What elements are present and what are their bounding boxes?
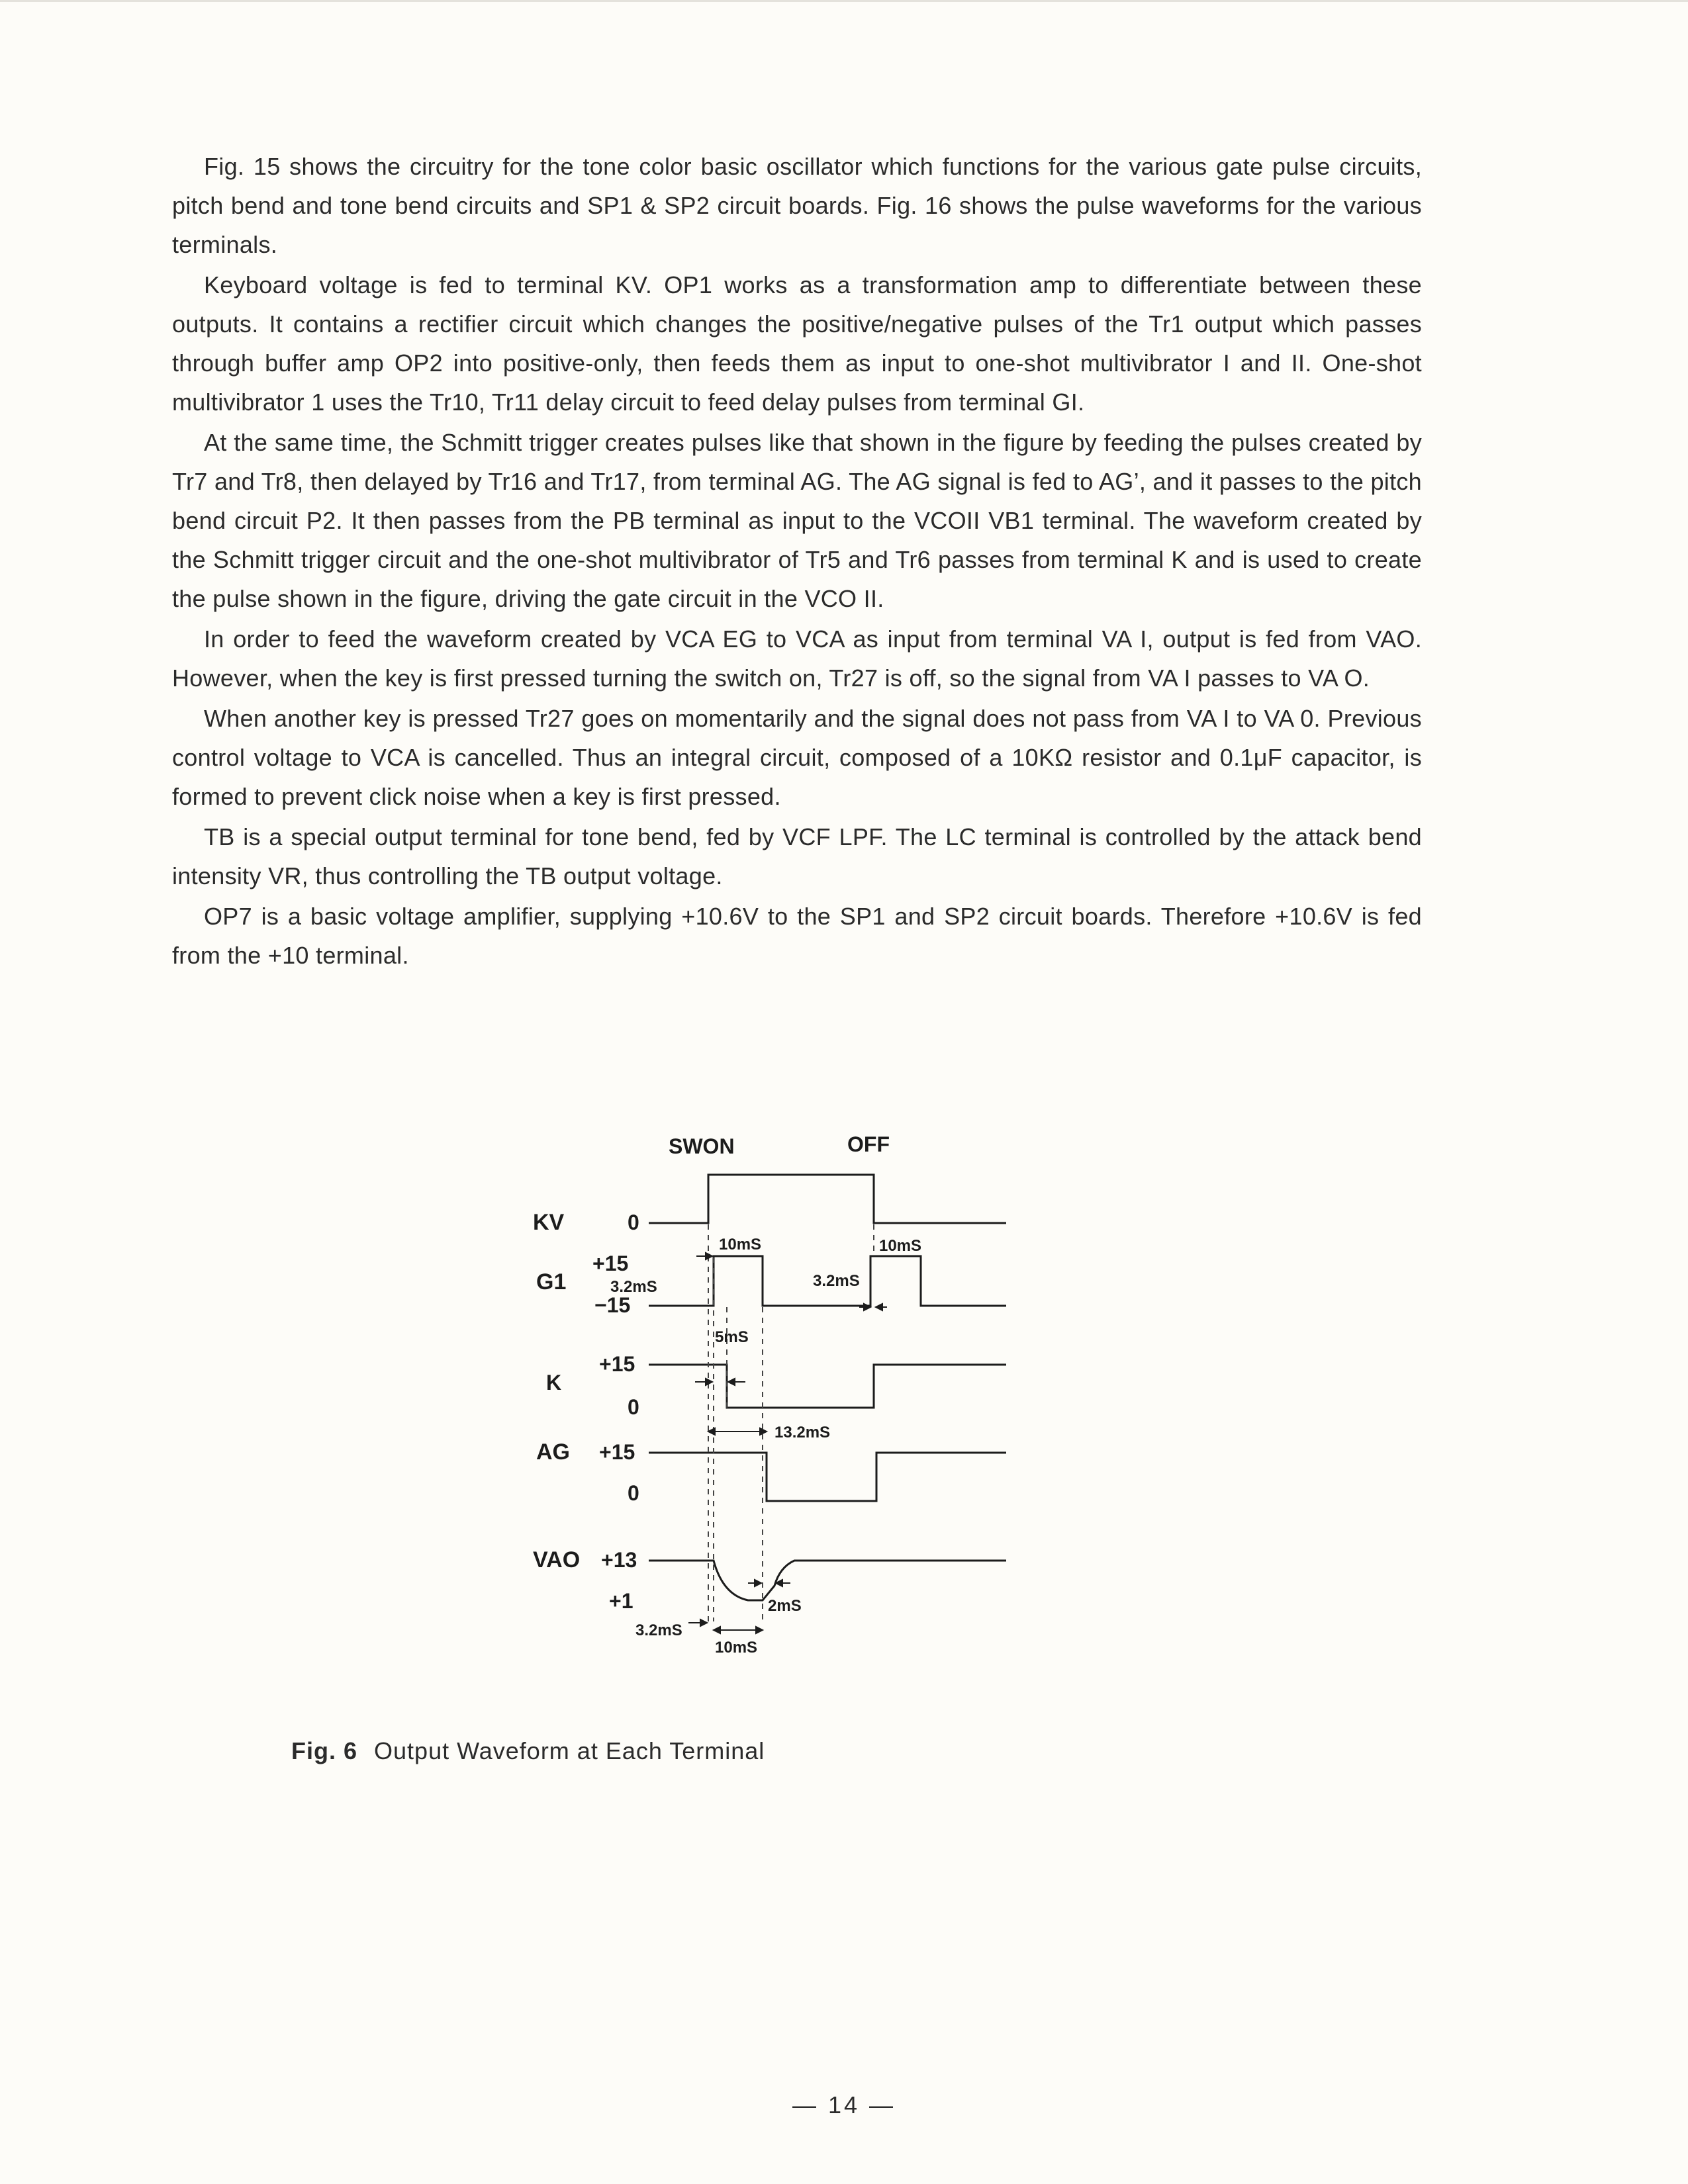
arrow-head (756, 1627, 763, 1633)
timing-label: 3.2mS (813, 1272, 860, 1290)
figure-title: Output Waveform at Each Terminal (374, 1737, 765, 1764)
k-waveform (649, 1365, 1006, 1408)
vao-level-label: +13 (601, 1548, 637, 1572)
arrow-head (714, 1627, 720, 1633)
arrow-head (755, 1580, 761, 1586)
vao-waveform (649, 1561, 1006, 1600)
k-terminal-label: K (546, 1371, 562, 1394)
waveform-diagram (516, 1118, 1033, 1688)
k-level-label: 0 (628, 1395, 639, 1419)
kv-level-label: 0 (628, 1210, 639, 1234)
ag-level-label: 0 (628, 1481, 639, 1505)
timing-label: 2mS (768, 1597, 802, 1615)
paragraph: Keyboard voltage is fed to terminal KV. OP1 works as a transformation amp to differentiate between these outputs. It contains a rectifier circuit which changes the positive/negative pulses of the Tr1 output which passes through buffer amp OP2 into positive-only, then feeds them as input to one-shot multivibrator I and II. One-shot multivibrator 1 uses the Tr10, Tr11 delay circuit to feed delay pulses from terminal GI. (172, 271, 1422, 416)
paragraph: At the same time, the Schmitt trigger creates pulses like that shown in the figure by feeding the pulses created by Tr7 and Tr8, then delayed by Tr16 and Tr17, from terminal AG. The AG signal is fed to AG’, and it passes to the pitch bend circuit P2. It then passes from the PB terminal as input to the VCOII VB1 terminal. The waveform created by the Schmitt trigger circuit and the one-shot multivibrator of Tr5 and Tr6 passes from terminal K and is used to create the pulse shown in the figure, driving the gate circuit in the VCO II. (172, 429, 1422, 612)
timing-label: 3.2mS (610, 1278, 657, 1296)
vao-level-label: +1 (609, 1589, 633, 1613)
ag-level-label: +15 (599, 1440, 635, 1464)
figure-label: Fig. 6 (291, 1737, 358, 1764)
timing-label: 3.2mS (635, 1621, 682, 1639)
arrow-head (728, 1379, 735, 1385)
off-label: OFF (847, 1132, 890, 1156)
timing-label: 10mS (719, 1236, 762, 1253)
g1-level-label: +15 (592, 1251, 629, 1275)
g1-terminal-label: G1 (536, 1269, 567, 1295)
kv-terminal-label: KV (533, 1210, 565, 1235)
arrow-head (706, 1253, 712, 1259)
ag-terminal-label: AG (536, 1439, 570, 1465)
timing-label: 10mS (879, 1237, 922, 1255)
g1-level-label: −15 (594, 1293, 631, 1317)
arrow-head (708, 1428, 715, 1435)
paragraph: Fig. 15 shows the circuitry for the tone color basic oscillator which functions for the various gate pulse circuits, pitch bend and tone bend circuits and SP1 & SP2 circuit boards. Fig. 16 shows the pulse waveforms for the various terminals. (172, 153, 1422, 258)
arrow-head (760, 1428, 767, 1435)
page-top-edge (0, 0, 1688, 2)
arrow-head (706, 1379, 712, 1385)
timing-label: 5mS (715, 1328, 749, 1346)
vao-terminal-label: VAO (533, 1547, 581, 1572)
swon-label: SWON (669, 1134, 735, 1158)
paragraph: TB is a special output terminal for tone bend, fed by VCF LPF. The LC terminal is controlled by the attack bend intensity VR, thus controlling the TB output voltage. (172, 823, 1422, 889)
arrow-head (700, 1619, 707, 1626)
arrow-head (876, 1304, 882, 1310)
body-text (172, 147, 1422, 976)
timing-label: 10mS (715, 1639, 758, 1657)
paragraph: In order to feed the waveform created by VCA EG to VCA as input from terminal VA I, output is fed from VAO. However, when the key is first pressed turning the switch on, Tr27 is off, so the signal from VA I passes to VA O. (172, 625, 1422, 692)
paragraph: When another key is pressed Tr27 goes on momentarily and the signal does not pass from VA I to VA 0. Previous control voltage to VCA is cancelled. Thus an integral circuit, composed of a 10KΩ resistor and 0.1μF capacitor, is formed to prevent click noise when a key is first pressed. (172, 705, 1422, 810)
ag-waveform (649, 1453, 1006, 1501)
k-level-label: +15 (599, 1352, 635, 1376)
timing-label: 13.2mS (774, 1424, 831, 1441)
page-number: — 14 — (792, 2091, 896, 2118)
paragraph: OP7 is a basic voltage amplifier, supplying +10.6V to the SP1 and SP2 circuit boards. Therefore +10.6V is fed from the +10 terminal. (172, 903, 1422, 969)
figure-caption (291, 1737, 765, 1765)
kv-waveform (649, 1175, 1006, 1223)
